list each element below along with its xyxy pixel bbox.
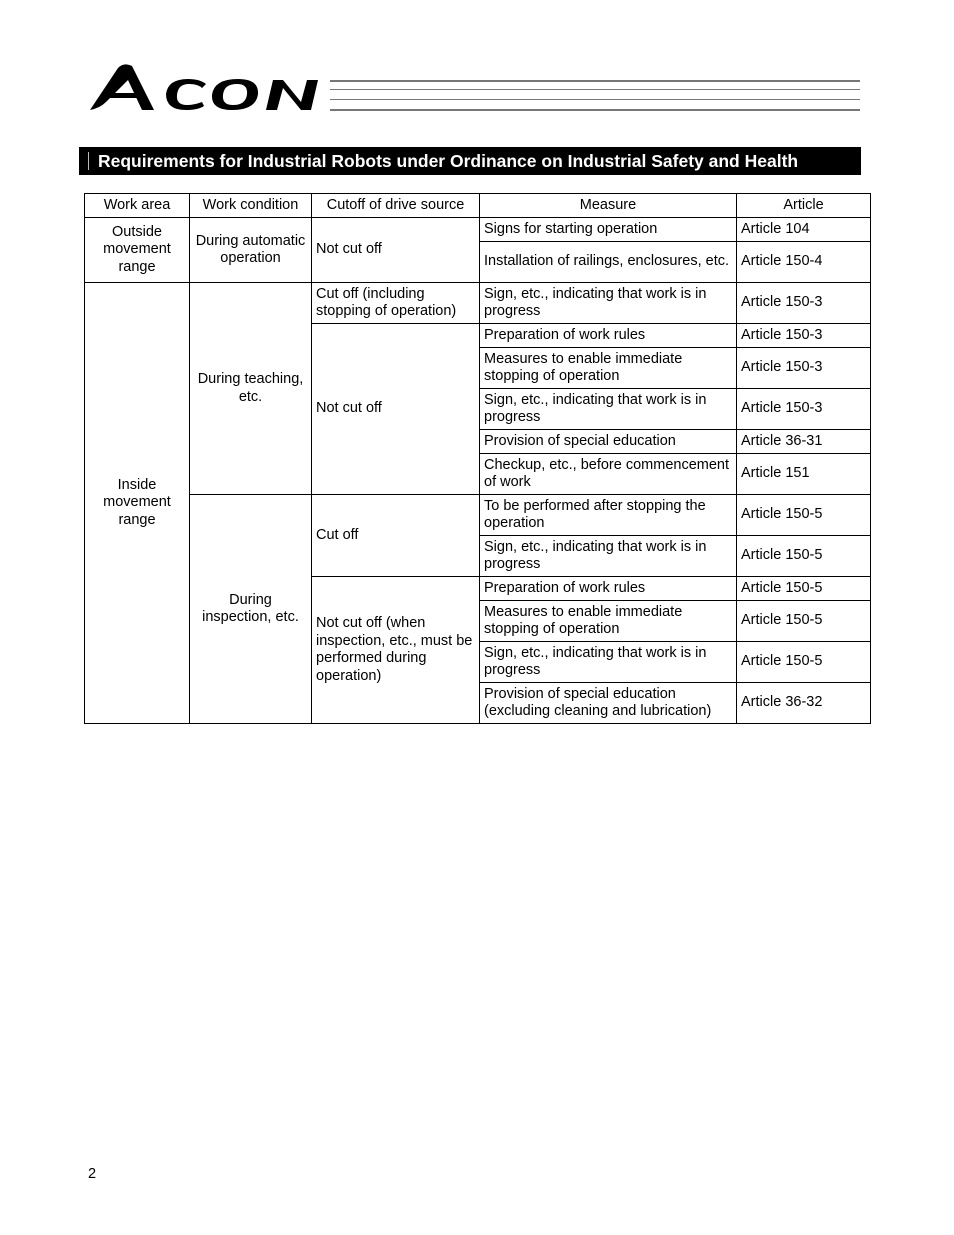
acon-logo <box>88 62 324 114</box>
measure-cell: Measures to enable immediate stopping of operation <box>480 601 737 642</box>
measure-cell: Sign, etc., indicating that work is in progress <box>480 283 737 324</box>
section-title-bar <box>79 147 861 175</box>
table-header-row <box>85 194 871 218</box>
section-title: Requirements for Industrial Robots under Ordinance on Industrial Safety and Health <box>98 151 799 171</box>
cutoff-cell: Cut off (including stopping of operation) <box>312 283 480 324</box>
article-cell: Article 104 <box>737 218 871 242</box>
measure-cell: Installation of railings, enclosures, etc. <box>480 242 737 283</box>
article-cell: Article 150-4 <box>737 242 871 283</box>
measure-cell: Provision of special education <box>480 430 737 454</box>
cutoff-cell: Not cut off (when inspection, etc., must be performed during operation) <box>312 577 480 724</box>
article-cell: Article 150-3 <box>737 348 871 389</box>
article-cell: Article 150-5 <box>737 495 871 536</box>
article-cell: Article 150-3 <box>737 389 871 430</box>
measure-cell: Signs for starting operation <box>480 218 737 242</box>
header-rule <box>330 80 860 112</box>
cutoff-cell: Not cut off <box>312 218 480 283</box>
work-area-cell: Inside movement range <box>85 283 190 724</box>
cutoff-cell: Cut off <box>312 495 480 577</box>
section-bar-tick <box>88 152 89 170</box>
table-row <box>85 283 871 324</box>
acon-logo-mark <box>88 62 324 114</box>
article-cell: Article 36-32 <box>737 683 871 724</box>
work-area-cell: Outside movement range <box>85 218 190 283</box>
header-cutoff: Cutoff of drive source <box>312 194 480 218</box>
header-work-area: Work area <box>85 194 190 218</box>
article-cell: Article 150-3 <box>737 283 871 324</box>
table-row <box>85 495 871 536</box>
article-cell: Article 150-5 <box>737 601 871 642</box>
article-cell: Article 150-5 <box>737 536 871 577</box>
page-number: 2 <box>88 1166 97 1182</box>
measure-cell: Preparation of work rules <box>480 324 737 348</box>
measure-cell: Sign, etc., indicating that work is in progress <box>480 536 737 577</box>
article-cell: Article 36-31 <box>737 430 871 454</box>
work-condition-cell: During teaching, etc. <box>190 283 312 495</box>
article-cell: Article 151 <box>737 454 871 495</box>
header-article: Article <box>737 194 871 218</box>
article-cell: Article 150-5 <box>737 642 871 683</box>
cutoff-cell: Not cut off <box>312 324 480 495</box>
article-cell: Article 150-3 <box>737 324 871 348</box>
article-cell: Article 150-5 <box>737 577 871 601</box>
measure-cell: Measures to enable immediate stopping of operation <box>480 348 737 389</box>
header-measure: Measure <box>480 194 737 218</box>
measure-cell: Preparation of work rules <box>480 577 737 601</box>
requirements-table <box>84 193 871 724</box>
work-condition-cell: During automatic operation <box>190 218 312 283</box>
measure-cell: Sign, etc., indicating that work is in progress <box>480 389 737 430</box>
header-work-condition: Work condition <box>190 194 312 218</box>
table-row <box>85 218 871 242</box>
measure-cell: Sign, etc., indicating that work is in progress <box>480 642 737 683</box>
work-condition-cell: During inspection, etc. <box>190 495 312 724</box>
measure-cell: Checkup, etc., before commencement of work <box>480 454 737 495</box>
measure-cell: Provision of special education (excluding cleaning and lubrication) <box>480 683 737 724</box>
measure-cell: To be performed after stopping the operation <box>480 495 737 536</box>
